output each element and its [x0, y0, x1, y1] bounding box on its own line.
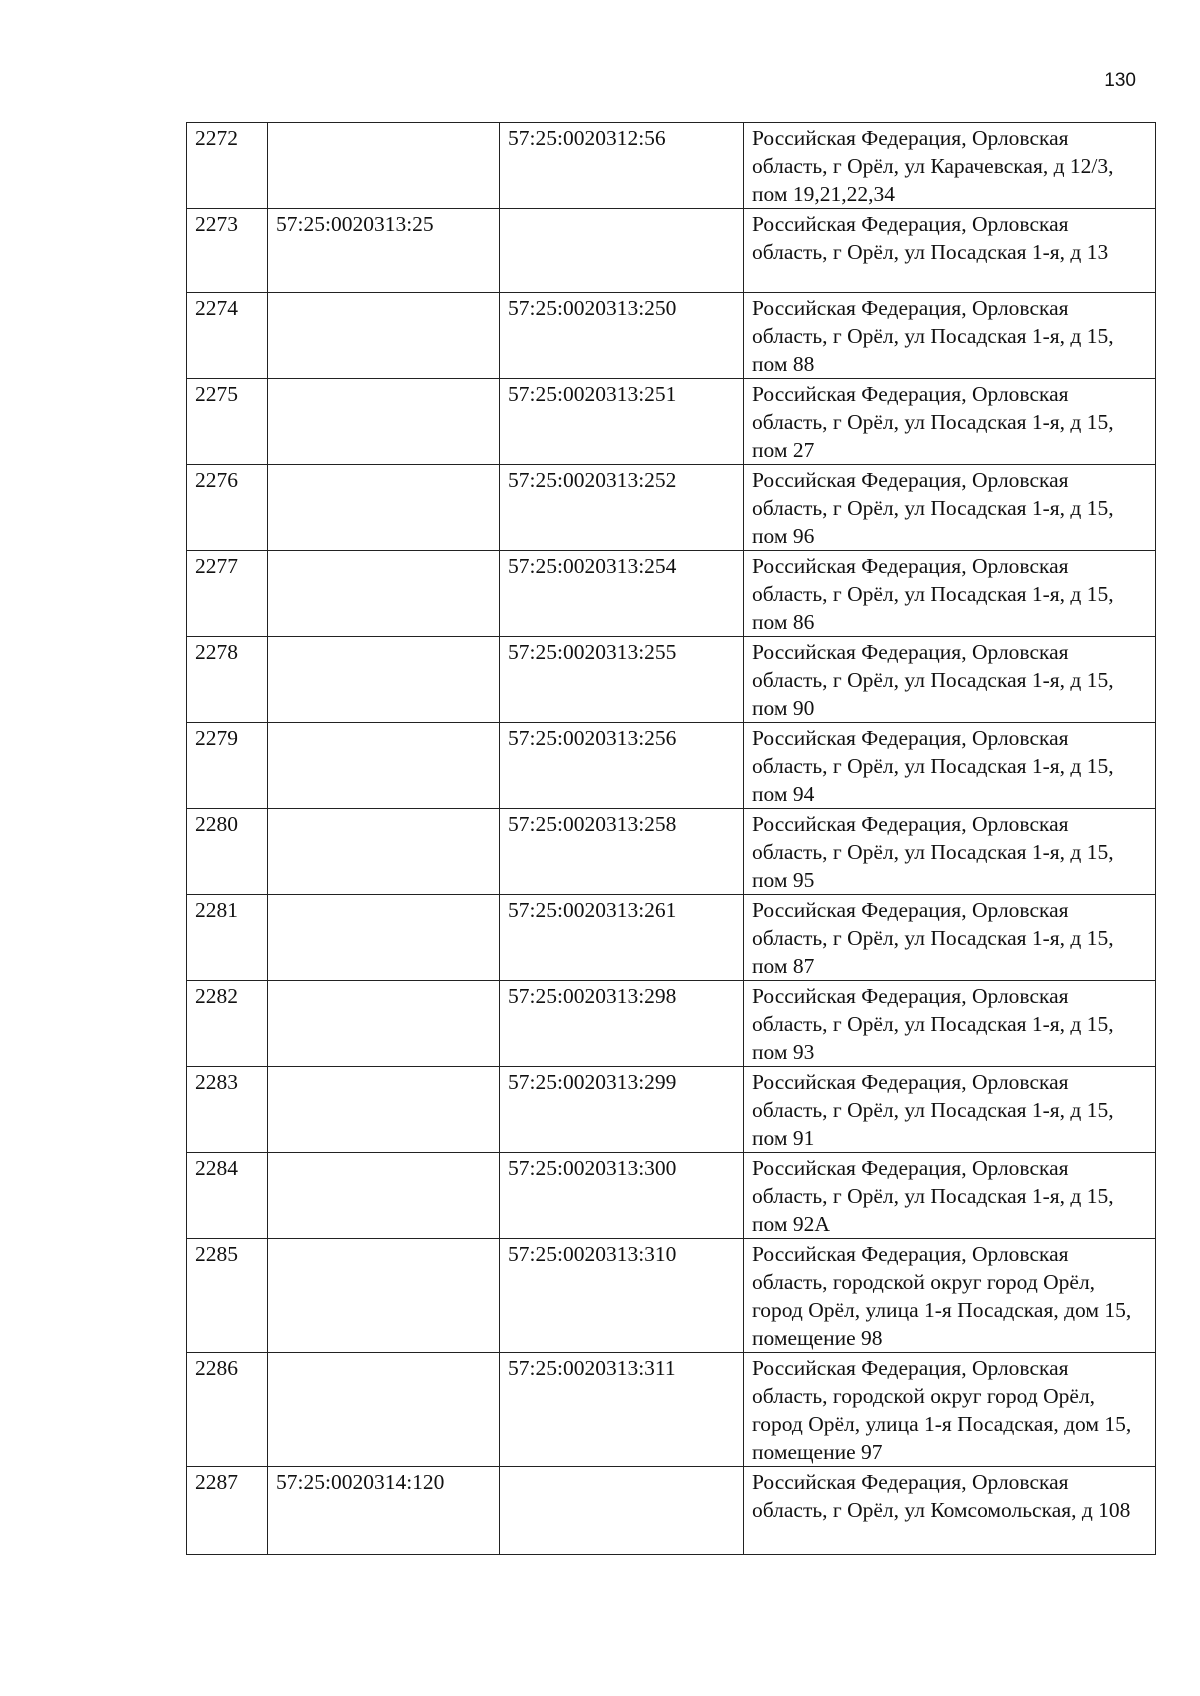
- row-number: 2274: [187, 293, 268, 379]
- row-number: 2275: [187, 379, 268, 465]
- table-row: [187, 1467, 1156, 1555]
- address: Российская Федерация, Орловская область, г Орёл, ул Посадская 1-я, д 15, пом 94: [744, 723, 1156, 809]
- address: Российская Федерация, Орловская область, городской округ город Орёл, город Орёл, улица 1-я Посадская, дом 15, помещение 97: [744, 1353, 1156, 1467]
- address: Российская Федерация, Орловская область, г Орёл, ул Комсомольская, д 108: [744, 1467, 1156, 1555]
- table-row: [187, 293, 1156, 379]
- parcel-cadastral-number: [268, 293, 500, 379]
- row-number: 2277: [187, 551, 268, 637]
- row-number: 2287: [187, 1467, 268, 1555]
- address: Российская Федерация, Орловская область, г Орёл, ул Посадская 1-я, д 15, пом 96: [744, 465, 1156, 551]
- premises-cadastral-number: 57:25:0020313:254: [500, 551, 744, 637]
- registry-table-body: [187, 123, 1156, 1555]
- row-number: 2273: [187, 209, 268, 293]
- premises-cadastral-number: 57:25:0020313:250: [500, 293, 744, 379]
- address: Российская Федерация, Орловская область, городской округ город Орёл, город Орёл, улица 1-я Посадская, дом 15, помещение 98: [744, 1239, 1156, 1353]
- address: Российская Федерация, Орловская область, г Орёл, ул Посадская 1-я, д 15, пом 91: [744, 1067, 1156, 1153]
- row-number: 2285: [187, 1239, 268, 1353]
- address: Российская Федерация, Орловская область, г Орёл, ул Посадская 1-я, д 15, пом 90: [744, 637, 1156, 723]
- row-number: 2276: [187, 465, 268, 551]
- parcel-cadastral-number: 57:25:0020314:120: [268, 1467, 500, 1555]
- row-number: 2286: [187, 1353, 268, 1467]
- premises-cadastral-number: 57:25:0020313:256: [500, 723, 744, 809]
- row-number: 2280: [187, 809, 268, 895]
- table-row: [187, 123, 1156, 209]
- premises-cadastral-number: 57:25:0020313:252: [500, 465, 744, 551]
- table-row: [187, 551, 1156, 637]
- address: Российская Федерация, Орловская область, г Орёл, ул Посадская 1-я, д 15, пом 88: [744, 293, 1156, 379]
- table-row: [187, 1353, 1156, 1467]
- parcel-cadastral-number: [268, 551, 500, 637]
- parcel-cadastral-number: [268, 123, 500, 209]
- table-row: [187, 981, 1156, 1067]
- row-number: 2283: [187, 1067, 268, 1153]
- parcel-cadastral-number: 57:25:0020313:25: [268, 209, 500, 293]
- parcel-cadastral-number: [268, 637, 500, 723]
- premises-cadastral-number: [500, 209, 744, 293]
- parcel-cadastral-number: [268, 379, 500, 465]
- premises-cadastral-number: 57:25:0020313:298: [500, 981, 744, 1067]
- table-row: [187, 637, 1156, 723]
- table-row: [187, 1067, 1156, 1153]
- row-number: 2282: [187, 981, 268, 1067]
- registry-table: [186, 122, 1156, 1555]
- address: Российская Федерация, Орловская область, г Орёл, ул Посадская 1-я, д 15, пом 92А: [744, 1153, 1156, 1239]
- parcel-cadastral-number: [268, 1239, 500, 1353]
- parcel-cadastral-number: [268, 1067, 500, 1153]
- row-number: 2281: [187, 895, 268, 981]
- table-row: [187, 1153, 1156, 1239]
- parcel-cadastral-number: [268, 723, 500, 809]
- premises-cadastral-number: 57:25:0020313:310: [500, 1239, 744, 1353]
- parcel-cadastral-number: [268, 1153, 500, 1239]
- table-row: [187, 809, 1156, 895]
- page-number: 130: [1104, 70, 1136, 91]
- parcel-cadastral-number: [268, 1353, 500, 1467]
- premises-cadastral-number: 57:25:0020313:299: [500, 1067, 744, 1153]
- premises-cadastral-number: [500, 1467, 744, 1555]
- premises-cadastral-number: 57:25:0020312:56: [500, 123, 744, 209]
- premises-cadastral-number: 57:25:0020313:258: [500, 809, 744, 895]
- address: Российская Федерация, Орловская область, г Орёл, ул Посадская 1-я, д 15, пом 95: [744, 809, 1156, 895]
- address: Российская Федерация, Орловская область, г Орёл, ул Посадская 1-я, д 15, пом 86: [744, 551, 1156, 637]
- table-row: [187, 723, 1156, 809]
- row-number: 2279: [187, 723, 268, 809]
- address: Российская Федерация, Орловская область, г Орёл, ул Посадская 1-я, д 13: [744, 209, 1156, 293]
- parcel-cadastral-number: [268, 981, 500, 1067]
- address: Российская Федерация, Орловская область, г Орёл, ул Карачевская, д 12/3, пом 19,21,22,34: [744, 123, 1156, 209]
- premises-cadastral-number: 57:25:0020313:251: [500, 379, 744, 465]
- table-row: [187, 379, 1156, 465]
- row-number: 2272: [187, 123, 268, 209]
- parcel-cadastral-number: [268, 895, 500, 981]
- address: Российская Федерация, Орловская область, г Орёл, ул Посадская 1-я, д 15, пом 27: [744, 379, 1156, 465]
- premises-cadastral-number: 57:25:0020313:311: [500, 1353, 744, 1467]
- premises-cadastral-number: 57:25:0020313:300: [500, 1153, 744, 1239]
- address: Российская Федерация, Орловская область, г Орёл, ул Посадская 1-я, д 15, пом 87: [744, 895, 1156, 981]
- parcel-cadastral-number: [268, 809, 500, 895]
- table-row: [187, 1239, 1156, 1353]
- premises-cadastral-number: 57:25:0020313:255: [500, 637, 744, 723]
- row-number: 2284: [187, 1153, 268, 1239]
- table-row: [187, 465, 1156, 551]
- table-row: [187, 895, 1156, 981]
- row-number: 2278: [187, 637, 268, 723]
- premises-cadastral-number: 57:25:0020313:261: [500, 895, 744, 981]
- address: Российская Федерация, Орловская область, г Орёл, ул Посадская 1-я, д 15, пом 93: [744, 981, 1156, 1067]
- parcel-cadastral-number: [268, 465, 500, 551]
- table-row: [187, 209, 1156, 293]
